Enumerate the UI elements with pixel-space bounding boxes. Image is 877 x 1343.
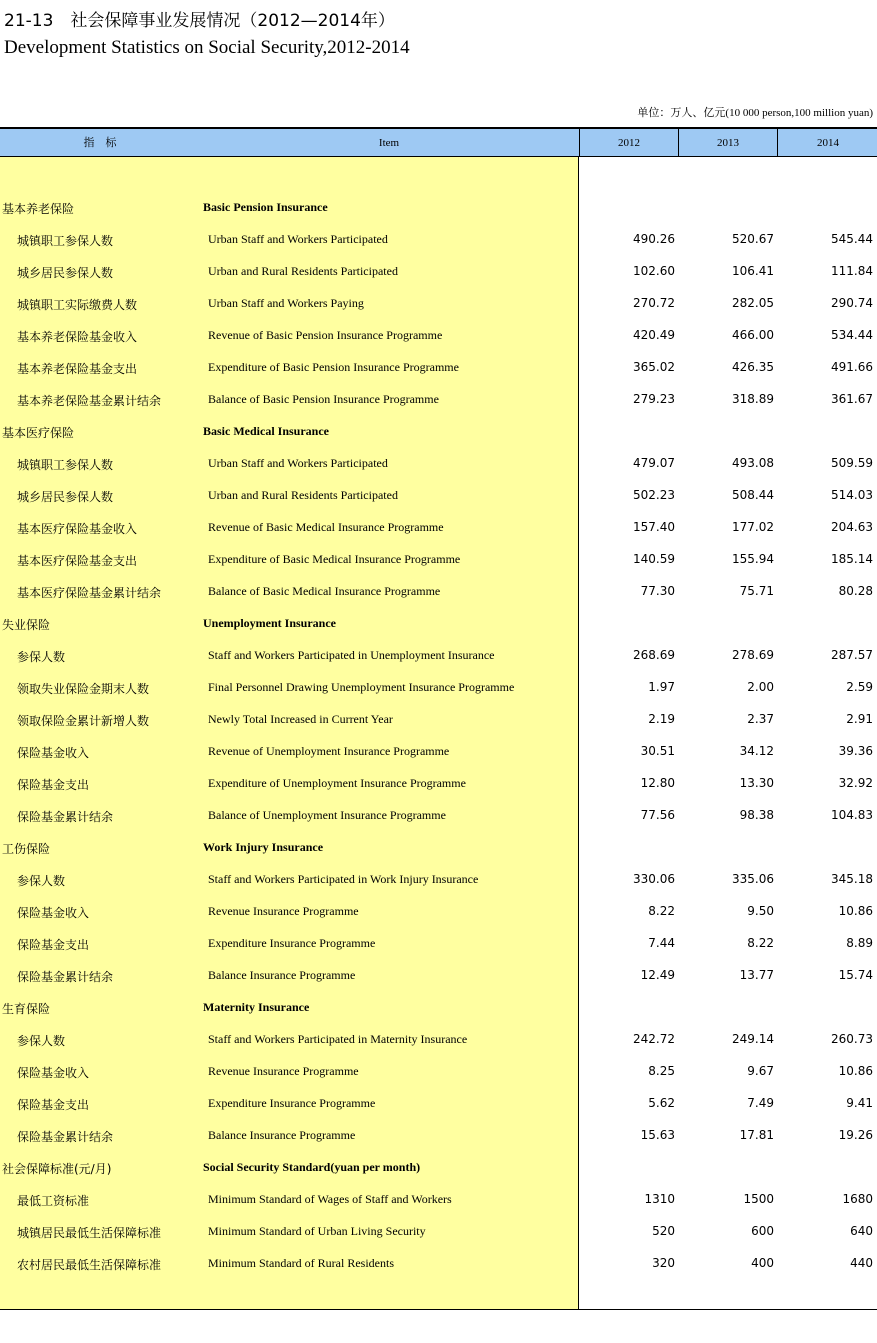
value-2012: 15.63	[640, 1128, 675, 1142]
indicator-zh: 领取失业保险金期末人数	[17, 682, 150, 696]
value-2012: 279.23	[633, 392, 675, 406]
indicator-en: Maternity Insurance	[203, 1000, 310, 1014]
table-row	[0, 512, 877, 544]
table-row	[0, 448, 877, 480]
table-row	[0, 864, 877, 896]
value-2014: 290.74	[831, 296, 873, 310]
value-2013: 282.05	[732, 296, 774, 310]
indicator-zh: 参保人数	[17, 650, 66, 664]
table-row	[0, 384, 877, 416]
indicator-zh: 保险基金收入	[17, 1066, 90, 1080]
table-row	[0, 480, 877, 512]
value-2014: 80.28	[838, 584, 873, 598]
value-2013: 520.67	[732, 232, 774, 246]
table-row	[0, 224, 877, 256]
table-row	[0, 576, 877, 608]
value-2013: 106.41	[732, 264, 774, 278]
table-row	[0, 704, 877, 736]
value-2012: 12.80	[640, 776, 675, 790]
table-body	[0, 192, 877, 1280]
indicator-zh: 基本医疗保险基金收入	[17, 522, 138, 536]
indicator-zh: 基本医疗保险	[2, 426, 75, 440]
table-row	[0, 768, 877, 800]
indicator-en: Revenue of Basic Medical Insurance Programme	[208, 520, 444, 534]
indicator-zh: 基本养老保险基金累计结余	[17, 394, 162, 408]
value-2013: 75.71	[739, 584, 774, 598]
indicator-en: Urban and Rural Residents Participated	[208, 488, 398, 502]
indicator-en: Minimum Standard of Urban Living Security	[208, 1224, 426, 1238]
indicator-en: Work Injury Insurance	[203, 840, 324, 854]
header-indicator-zh: 指 标	[83, 136, 117, 149]
value-2013: 2.37	[747, 712, 774, 726]
indicator-zh: 保险基金支出	[17, 1098, 90, 1112]
value-2013: 400	[751, 1256, 774, 1270]
value-2012: 1.97	[648, 680, 675, 694]
indicator-zh: 城乡居民参保人数	[17, 490, 114, 504]
value-2012: 7.44	[648, 936, 675, 950]
indicator-zh: 参保人数	[17, 1034, 66, 1048]
value-2012: 5.62	[648, 1096, 675, 1110]
value-2013: 2.00	[747, 680, 774, 694]
section-row	[0, 608, 877, 640]
value-2013: 7.49	[747, 1096, 774, 1110]
value-2013: 177.02	[732, 520, 774, 534]
value-2013: 155.94	[732, 552, 774, 566]
indicator-zh: 基本养老保险	[2, 202, 75, 216]
indicator-en: Social Security Standard(yuan per month)	[203, 1160, 421, 1174]
table-row	[0, 896, 877, 928]
value-2012: 270.72	[633, 296, 675, 310]
indicator-en: Balance Insurance Programme	[208, 968, 356, 982]
indicator-zh: 城镇职工参保人数	[17, 458, 114, 472]
indicator-zh: 农村居民最低生活保障标准	[17, 1258, 162, 1272]
value-2012: 157.40	[633, 520, 675, 534]
indicator-zh: 失业保险	[2, 618, 51, 632]
value-2012: 77.56	[640, 808, 675, 822]
indicator-zh: 领取保险金累计新增人数	[17, 714, 150, 728]
table-row	[0, 1184, 877, 1216]
value-2013: 335.06	[732, 872, 774, 886]
indicator-zh: 保险基金收入	[17, 746, 90, 760]
section-row	[0, 192, 877, 224]
value-2013: 318.89	[732, 392, 774, 406]
value-2013: 249.14	[732, 1032, 774, 1046]
table-row	[0, 1216, 877, 1248]
indicator-zh: 基本养老保险基金收入	[17, 330, 138, 344]
indicator-zh: 城镇职工参保人数	[17, 234, 114, 248]
value-2012: 490.26	[633, 232, 675, 246]
indicator-en: Urban Staff and Workers Participated	[208, 456, 388, 470]
value-2014: 104.83	[831, 808, 873, 822]
statistics-table	[0, 127, 877, 1310]
value-2012: 2.19	[648, 712, 675, 726]
indicator-en: Minimum Standard of Wages of Staff and Workers	[208, 1192, 452, 1206]
indicator-en: Revenue of Unemployment Insurance Programme	[208, 744, 450, 758]
value-2012: 102.60	[633, 264, 675, 278]
value-2012: 520	[652, 1224, 675, 1238]
value-2013: 17.81	[739, 1128, 774, 1142]
table-row	[0, 640, 877, 672]
value-2012: 420.49	[633, 328, 675, 342]
value-2014: 10.86	[838, 904, 873, 918]
value-2013: 1500	[743, 1192, 774, 1206]
value-2012: 140.59	[633, 552, 675, 566]
value-2013: 278.69	[732, 648, 774, 662]
indicator-en: Expenditure of Basic Medical Insurance Programme	[208, 552, 461, 566]
value-2014: 15.74	[838, 968, 873, 982]
indicator-zh: 生育保险	[2, 1002, 51, 1016]
unit-note: 单位：万人、亿元(10 000 person,100 million yuan)	[637, 107, 873, 119]
indicator-en: Revenue Insurance Programme	[208, 1064, 359, 1078]
value-2014: 2.59	[846, 680, 873, 694]
value-2012: 242.72	[633, 1032, 675, 1046]
value-2014: 440	[850, 1256, 873, 1270]
value-2012: 8.25	[648, 1064, 675, 1078]
indicator-en: Basic Medical Insurance	[203, 424, 329, 438]
value-2013: 466.00	[732, 328, 774, 342]
value-2013: 13.30	[739, 776, 774, 790]
value-2013: 426.35	[732, 360, 774, 374]
table-row	[0, 1088, 877, 1120]
indicator-zh: 参保人数	[17, 874, 66, 888]
value-2014: 10.86	[838, 1064, 873, 1078]
value-2014: 1680	[842, 1192, 873, 1206]
indicator-zh: 保险基金累计结余	[17, 970, 114, 984]
value-2014: 287.57	[831, 648, 873, 662]
indicator-en: Balance Insurance Programme	[208, 1128, 356, 1142]
indicator-zh: 最低工资标准	[17, 1194, 90, 1208]
value-2012: 8.22	[648, 904, 675, 918]
indicator-zh: 保险基金累计结余	[17, 1130, 114, 1144]
indicator-en: Balance of Basic Medical Insurance Programme	[208, 584, 441, 598]
value-2012: 12.49	[640, 968, 675, 982]
indicator-zh: 基本医疗保险基金累计结余	[17, 586, 162, 600]
table-row	[0, 544, 877, 576]
indicator-zh: 保险基金收入	[17, 906, 90, 920]
indicator-zh: 保险基金累计结余	[17, 810, 114, 824]
value-2014: 534.44	[831, 328, 873, 342]
value-2012: 320	[652, 1256, 675, 1270]
value-2012: 365.02	[633, 360, 675, 374]
value-2014: 260.73	[831, 1032, 873, 1046]
indicator-en: Balance of Basic Pension Insurance Programme	[208, 392, 439, 406]
section-row	[0, 416, 877, 448]
value-2014: 8.89	[846, 936, 873, 950]
section-row	[0, 1152, 877, 1184]
value-2014: 514.03	[831, 488, 873, 502]
indicator-en: Revenue of Basic Pension Insurance Programme	[208, 328, 443, 342]
indicator-zh: 城镇职工实际缴费人数	[17, 298, 138, 312]
header-year-2014: 2014	[777, 129, 877, 157]
indicator-zh: 基本养老保险基金支出	[17, 362, 138, 376]
indicator-en: Unemployment Insurance	[203, 616, 337, 630]
value-2014: 185.14	[831, 552, 873, 566]
indicator-zh: 城乡居民参保人数	[17, 266, 114, 280]
value-2014: 19.26	[838, 1128, 873, 1142]
indicator-en: Balance of Unemployment Insurance Programme	[208, 808, 446, 822]
table-row	[0, 736, 877, 768]
value-2014: 39.36	[838, 744, 873, 758]
table-row	[0, 672, 877, 704]
indicator-zh: 保险基金支出	[17, 778, 90, 792]
page-title-english: Development Statistics on Social Security,2012-2014	[4, 37, 410, 58]
value-2013: 98.38	[739, 808, 774, 822]
table-row	[0, 960, 877, 992]
indicator-en: Staff and Workers Participated in Work Injury Insurance	[208, 872, 479, 886]
indicator-en: Final Personnel Drawing Unemployment Insurance Programme	[208, 680, 515, 694]
section-row	[0, 832, 877, 864]
value-2013: 34.12	[739, 744, 774, 758]
table-bottom-rule	[0, 1309, 877, 1310]
indicator-zh: 社会保障标准(元/月)	[2, 1162, 112, 1176]
indicator-zh: 保险基金支出	[17, 938, 90, 952]
indicator-zh: 工伤保险	[2, 842, 51, 856]
indicator-en: Urban Staff and Workers Participated	[208, 232, 388, 246]
indicator-zh: 城镇居民最低生活保障标准	[17, 1226, 162, 1240]
value-2012: 330.06	[633, 872, 675, 886]
value-2014: 32.92	[838, 776, 873, 790]
table-row	[0, 1024, 877, 1056]
table-row	[0, 288, 877, 320]
value-2012: 77.30	[640, 584, 675, 598]
indicator-en: Minimum Standard of Rural Residents	[208, 1256, 394, 1270]
value-2014: 111.84	[831, 264, 873, 278]
value-2012: 479.07	[633, 456, 675, 470]
value-2014: 204.63	[831, 520, 873, 534]
indicator-en: Expenditure of Unemployment Insurance Programme	[208, 776, 466, 790]
indicator-en: Expenditure of Basic Pension Insurance Programme	[208, 360, 459, 374]
section-row	[0, 992, 877, 1024]
value-2013: 508.44	[732, 488, 774, 502]
indicator-en: Expenditure Insurance Programme	[208, 936, 376, 950]
value-2013: 600	[751, 1224, 774, 1238]
value-2013: 13.77	[739, 968, 774, 982]
header-year-2013: 2013	[678, 129, 777, 157]
page-title-chinese: 21-13 社会保障事业发展情况（2012—2014年）	[4, 11, 395, 31]
value-2012: 268.69	[633, 648, 675, 662]
value-2014: 545.44	[831, 232, 873, 246]
value-2014: 2.91	[846, 712, 873, 726]
value-2013: 9.50	[747, 904, 774, 918]
value-2013: 493.08	[732, 456, 774, 470]
indicator-en: Urban and Rural Residents Participated	[208, 264, 398, 278]
table-row	[0, 1120, 877, 1152]
indicator-en: Revenue Insurance Programme	[208, 904, 359, 918]
indicator-zh: 基本医疗保险基金支出	[17, 554, 138, 568]
indicator-en: Basic Pension Insurance	[203, 200, 328, 214]
table-row	[0, 1248, 877, 1280]
indicator-en: Staff and Workers Participated in Unemployment Insurance	[208, 648, 495, 662]
indicator-en: Newly Total Increased in Current Year	[208, 712, 393, 726]
table-row	[0, 928, 877, 960]
value-2014: 9.41	[846, 1096, 873, 1110]
table-row	[0, 352, 877, 384]
value-2013: 9.67	[747, 1064, 774, 1078]
value-2014: 361.67	[831, 392, 873, 406]
header-item: Item	[378, 137, 400, 149]
value-2014: 345.18	[831, 872, 873, 886]
table-row	[0, 800, 877, 832]
table-header	[0, 127, 877, 157]
value-2014: 509.59	[831, 456, 873, 470]
value-2014: 491.66	[831, 360, 873, 374]
value-2012: 1310	[644, 1192, 675, 1206]
table-row	[0, 1056, 877, 1088]
value-2013: 8.22	[747, 936, 774, 950]
value-2012: 30.51	[640, 744, 675, 758]
header-year-2012: 2012	[579, 129, 678, 157]
value-2012: 502.23	[633, 488, 675, 502]
indicator-en: Staff and Workers Participated in Maternity Insurance	[208, 1032, 468, 1046]
value-2014: 640	[850, 1224, 873, 1238]
indicator-en: Urban Staff and Workers Paying	[208, 296, 364, 310]
table-row	[0, 256, 877, 288]
indicator-en: Expenditure Insurance Programme	[208, 1096, 376, 1110]
table-row	[0, 320, 877, 352]
